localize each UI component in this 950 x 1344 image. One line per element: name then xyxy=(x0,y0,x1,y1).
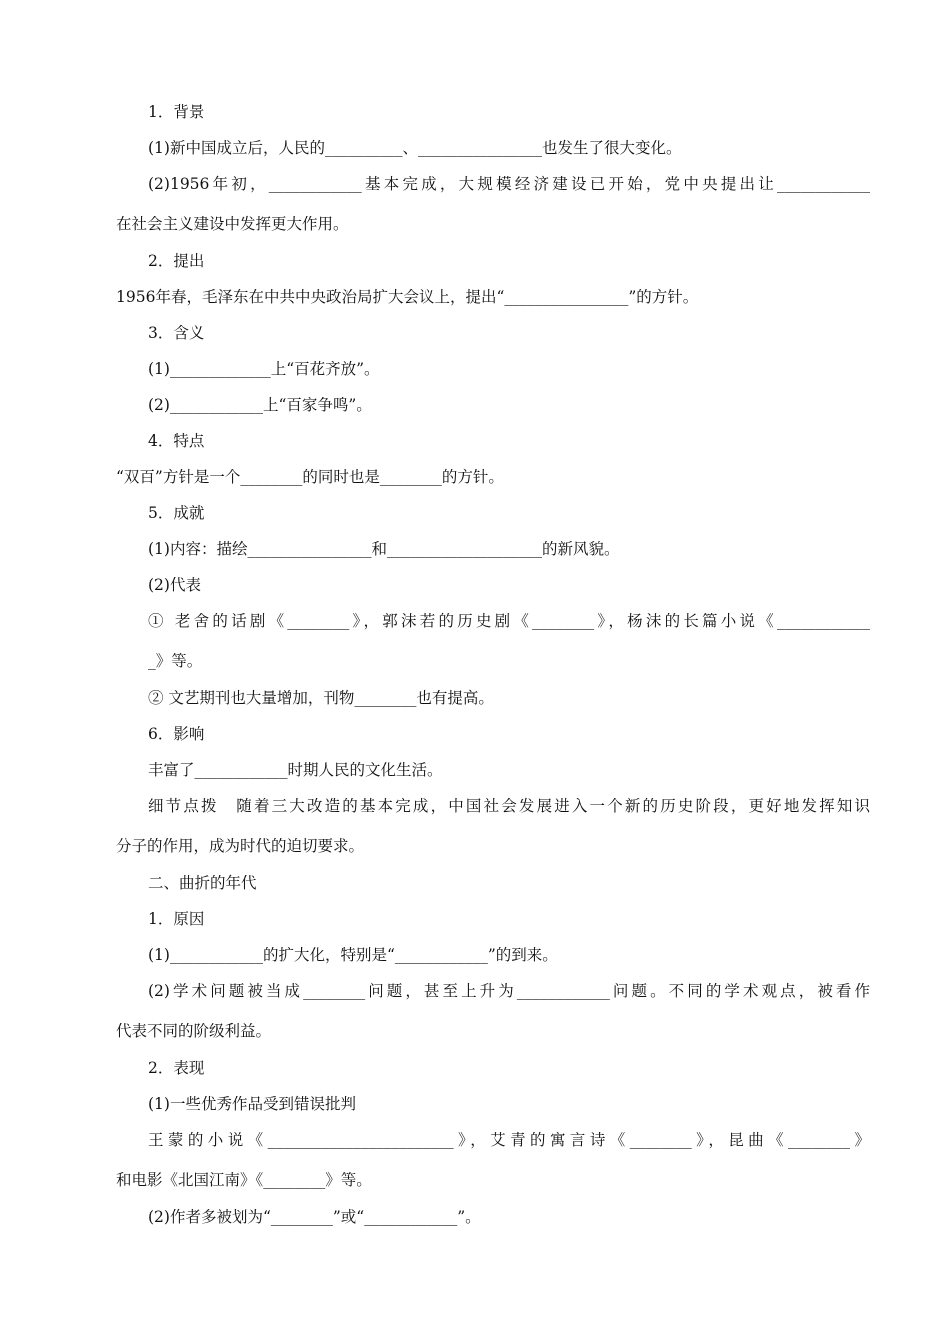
paragraph-line: (2)作者多被划为“________”或“____________”。 xyxy=(148,1208,481,1226)
paragraph-line: 和电影《北国江南》《________》等。 xyxy=(116,1171,372,1189)
paragraph-line: (2)学术问题被当成________问题，甚至上升为____________问题。不同的学术观点，被看作 xyxy=(148,982,870,1000)
paragraph-line: ② 文艺期刊也大量增加，刊物________也有提高。 xyxy=(148,689,494,707)
heading-manifestations: 2．表现 xyxy=(148,1059,205,1077)
paragraph-line: 代表不同的阶级利益。 xyxy=(116,1022,272,1040)
paragraph-line: (1)新中国成立后，人民的__________、________________也发生了很大变化。 xyxy=(148,139,682,157)
section-heading: 二、曲折的年代 xyxy=(148,874,257,892)
paragraph-line: ① 老舍的话剧《________》，郭沫若的历史剧《________》，杨沫的长篇小说《____________ xyxy=(148,612,870,630)
paragraph-line: 1956年春，毛泽东在中共中央政治局扩大会议上，提出“________________”的方针。 xyxy=(116,288,699,306)
paragraph-line: 丰富了____________时期人民的文化生活。 xyxy=(148,761,443,779)
paragraph-line: (1)一些优秀作品受到错误批判 xyxy=(148,1095,356,1113)
paragraph-line: _》等。 xyxy=(148,652,203,670)
paragraph-line: (1)_____________上“百花齐放”。 xyxy=(148,360,380,378)
paragraph-line: 分子的作用，成为时代的迫切要求。 xyxy=(116,837,365,855)
paragraph-line: (2)代表 xyxy=(148,576,201,594)
heading-proposal: 2．提出 xyxy=(148,252,205,270)
heading-causes: 1．原因 xyxy=(148,910,205,928)
paragraph-line: (2)____________上“百家争鸣”。 xyxy=(148,396,372,414)
heading-background: 1．背景 xyxy=(148,103,205,121)
paragraph-line: (1)____________的扩大化，特别是“____________”的到来。 xyxy=(148,946,558,964)
heading-features: 4．特点 xyxy=(148,432,205,450)
detail-note: 细节点拨 随着三大改造的基本完成，中国社会发展进入一个新的历史阶段，更好地发挥知识 xyxy=(148,797,870,815)
paragraph-line: (2)1956年初，____________基本完成，大规模经济建设已开始，党中央提出让____________ xyxy=(148,175,870,193)
paragraph-line: 在社会主义建设中发挥更大作用。 xyxy=(116,215,349,233)
paragraph-line: (1)内容：描绘________________和____________________的新风貌。 xyxy=(148,540,620,558)
paragraph-line: “双百”方针是一个________的同时也是________的方针。 xyxy=(116,468,504,486)
heading-achievements: 5．成就 xyxy=(148,504,205,522)
heading-meaning: 3．含义 xyxy=(148,324,205,342)
heading-influence: 6．影响 xyxy=(148,725,205,743)
paragraph-line: 王蒙的小说《________________________》，艾青的寓言诗《________》，昆曲《________》 xyxy=(148,1131,870,1149)
